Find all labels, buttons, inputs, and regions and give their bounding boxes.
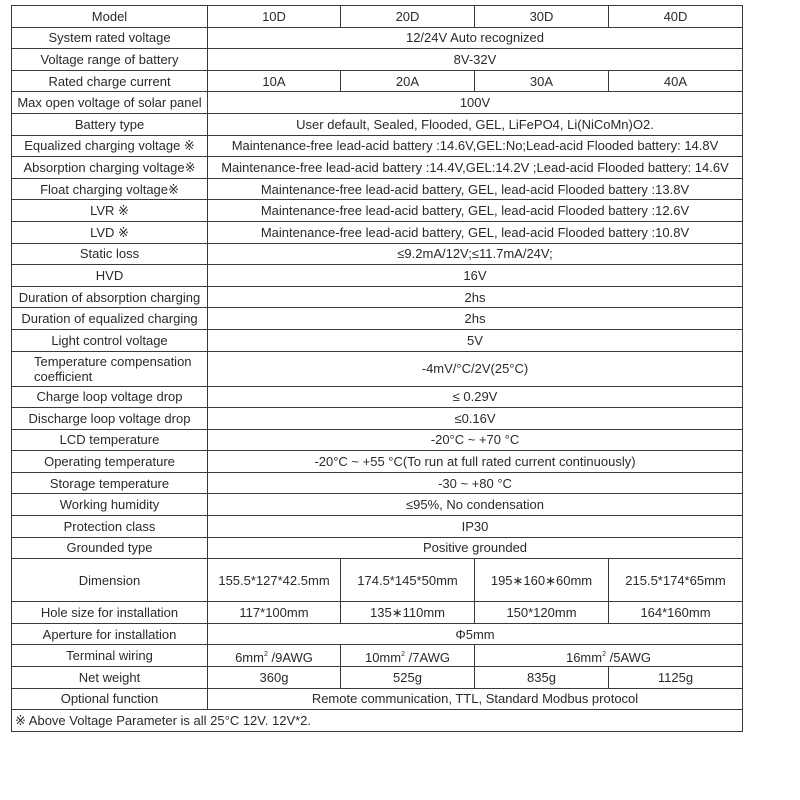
label-terminal-wiring: Terminal wiring — [12, 645, 208, 667]
value-charge-loop-drop: ≤ 0.29V — [208, 386, 743, 408]
row-float-voltage — [12, 178, 743, 200]
value-max-open-voltage: 100V — [208, 92, 743, 114]
label-aperture: Aperture for installation — [12, 623, 208, 645]
row-rated-charge-current — [12, 70, 743, 92]
weight-40d: 1125g — [609, 667, 743, 689]
hole-size-20d: 135∗110mm — [341, 602, 475, 624]
current-10d: 10A — [208, 70, 341, 92]
weight-30d: 835g — [475, 667, 609, 689]
row-static-loss — [12, 243, 743, 265]
row-charge-loop-drop — [12, 386, 743, 408]
value-grounded-type: Positive grounded — [208, 537, 743, 559]
value-lcd-temperature: -20°C ~ +70 °C — [208, 429, 743, 451]
label-operating-temperature: Operating temperature — [12, 451, 208, 473]
row-model — [12, 6, 743, 28]
model-30d: 30D — [475, 6, 609, 28]
label-optional-function: Optional function — [12, 688, 208, 710]
wiring-10d: $6mm^2$ /9AWG — [208, 645, 341, 667]
value-lvd: Maintenance-free lead-acid battery, GEL, lead-acid Flooded battery :10.8V — [208, 221, 743, 243]
wiring-30d-40d: $16mm^2$ /5AWG — [475, 645, 743, 667]
value-operating-temperature: -20°C ~ +55 °C(To run at full rated current continuously) — [208, 451, 743, 473]
value-protection-class: IP30 — [208, 516, 743, 538]
label-storage-temperature: Storage temperature — [12, 472, 208, 494]
label-hvd: HVD — [12, 265, 208, 287]
current-40d: 40A — [609, 70, 743, 92]
model-20d: 20D — [341, 6, 475, 28]
label-equalized-voltage: Equalized charging voltage ※ — [12, 135, 208, 157]
row-dimension — [12, 559, 743, 602]
row-net-weight — [12, 667, 743, 689]
dimension-40d: 215.5*174*65mm — [609, 559, 743, 602]
row-absorption-duration — [12, 286, 743, 308]
dimension-10d: 155.5*127*42.5mm — [208, 559, 341, 602]
model-40d: 40D — [609, 6, 743, 28]
value-working-humidity: ≤95%, No condensation — [208, 494, 743, 516]
current-30d: 30A — [475, 70, 609, 92]
value-lvr: Maintenance-free lead-acid battery, GEL, lead-acid Flooded battery :12.6V — [208, 200, 743, 222]
label-static-loss: Static loss — [12, 243, 208, 265]
value-storage-temperature: -30 ~ +80 °C — [208, 472, 743, 494]
label-light-control-voltage: Light control voltage — [12, 329, 208, 351]
label-float-voltage: Float charging voltage※ — [12, 178, 208, 200]
row-discharge-loop-drop — [12, 408, 743, 430]
row-hole-size — [12, 602, 743, 624]
weight-20d: 525g — [341, 667, 475, 689]
label-net-weight: Net weight — [12, 667, 208, 689]
wiring-20d: $10mm^2$ /7AWG — [341, 645, 475, 667]
label-discharge-loop-drop: Discharge loop voltage drop — [12, 408, 208, 430]
value-light-control-voltage: 5V — [208, 329, 743, 351]
label-absorption-duration: Duration of absorption charging — [12, 286, 208, 308]
row-grounded-type — [12, 537, 743, 559]
row-lvd — [12, 221, 743, 243]
label-lvd: LVD ※ — [12, 221, 208, 243]
value-hvd: 16V — [208, 265, 743, 287]
hole-size-40d: 164*160mm — [609, 602, 743, 624]
value-temp-compensation: -4mV/°C/2V(25°C) — [208, 351, 743, 386]
footnote: ※ Above Voltage Parameter is all 25°C 12V. 12V*2. — [12, 710, 743, 732]
label-working-humidity: Working humidity — [12, 494, 208, 516]
row-max-open-voltage — [12, 92, 743, 114]
row-hvd — [12, 265, 743, 287]
label-lcd-temperature: LCD temperature — [12, 429, 208, 451]
hole-size-30d: 150*120mm — [475, 602, 609, 624]
row-lcd-temperature — [12, 429, 743, 451]
value-absorption-voltage: Maintenance-free lead-acid battery :14.4V,GEL:14.2V ;Lead-acid Flooded battery: 14.6V — [208, 157, 743, 179]
value-voltage-range: 8V-32V — [208, 49, 743, 71]
row-light-control-voltage — [12, 329, 743, 351]
weight-10d: 360g — [208, 667, 341, 689]
row-operating-temperature — [12, 451, 743, 473]
value-battery-type: User default, Sealed, Flooded, GEL, LiFePO4, Li(NiCoMn)O2. — [208, 113, 743, 135]
dimension-30d: 195∗160∗60mm — [475, 559, 609, 602]
label-equalized-duration: Duration of equalized charging — [12, 308, 208, 330]
label-charge-loop-drop: Charge loop voltage drop — [12, 386, 208, 408]
value-optional-function: Remote communication, TTL, Standard Modbus protocol — [208, 688, 743, 710]
row-temp-compensation — [12, 351, 743, 386]
spec-table — [11, 5, 743, 732]
label-rated-charge-current: Rated charge current — [12, 70, 208, 92]
row-equalized-duration — [12, 308, 743, 330]
value-equalized-voltage: Maintenance-free lead-acid battery :14.6V,GEL:No;Lead-acid Flooded battery: 14.8V — [208, 135, 743, 157]
row-absorption-voltage — [12, 157, 743, 179]
label-protection-class: Protection class — [12, 516, 208, 538]
row-equalized-voltage — [12, 135, 743, 157]
value-static-loss: ≤9.2mA/12V;≤11.7mA/24V; — [208, 243, 743, 265]
dimension-20d: 174.5*145*50mm — [341, 559, 475, 602]
label-voltage-range: Voltage range of battery — [12, 49, 208, 71]
label-hole-size: Hole size for installation — [12, 602, 208, 624]
model-10d: 10D — [208, 6, 341, 28]
row-aperture — [12, 623, 743, 645]
label-max-open-voltage: Max open voltage of solar panel — [12, 92, 208, 114]
row-battery-type — [12, 113, 743, 135]
label-lvr: LVR ※ — [12, 200, 208, 222]
row-working-humidity — [12, 494, 743, 516]
row-voltage-range — [12, 49, 743, 71]
hole-size-10d: 117*100mm — [208, 602, 341, 624]
value-float-voltage: Maintenance-free lead-acid battery, GEL, lead-acid Flooded battery :13.8V — [208, 178, 743, 200]
label-grounded-type: Grounded type — [12, 537, 208, 559]
label-system-rated-voltage: System rated voltage — [12, 27, 208, 49]
row-storage-temperature — [12, 472, 743, 494]
value-aperture: Φ5mm — [208, 623, 743, 645]
label-temp-compensation: Temperature compensation coefficient — [12, 351, 208, 386]
current-20d: 20A — [341, 70, 475, 92]
row-system-rated-voltage — [12, 27, 743, 49]
label-dimension: Dimension — [12, 559, 208, 602]
row-terminal-wiring — [12, 645, 743, 667]
value-absorption-duration: 2hs — [208, 286, 743, 308]
row-optional-function — [12, 688, 743, 710]
value-discharge-loop-drop: ≤0.16V — [208, 408, 743, 430]
label-absorption-voltage: Absorption charging voltage※ — [12, 157, 208, 179]
row-lvr — [12, 200, 743, 222]
row-footnote — [12, 710, 743, 732]
label-battery-type: Battery type — [12, 113, 208, 135]
value-system-rated-voltage: 12/24V Auto recognized — [208, 27, 743, 49]
row-protection-class — [12, 516, 743, 538]
label-model: Model — [12, 6, 208, 28]
value-equalized-duration: 2hs — [208, 308, 743, 330]
